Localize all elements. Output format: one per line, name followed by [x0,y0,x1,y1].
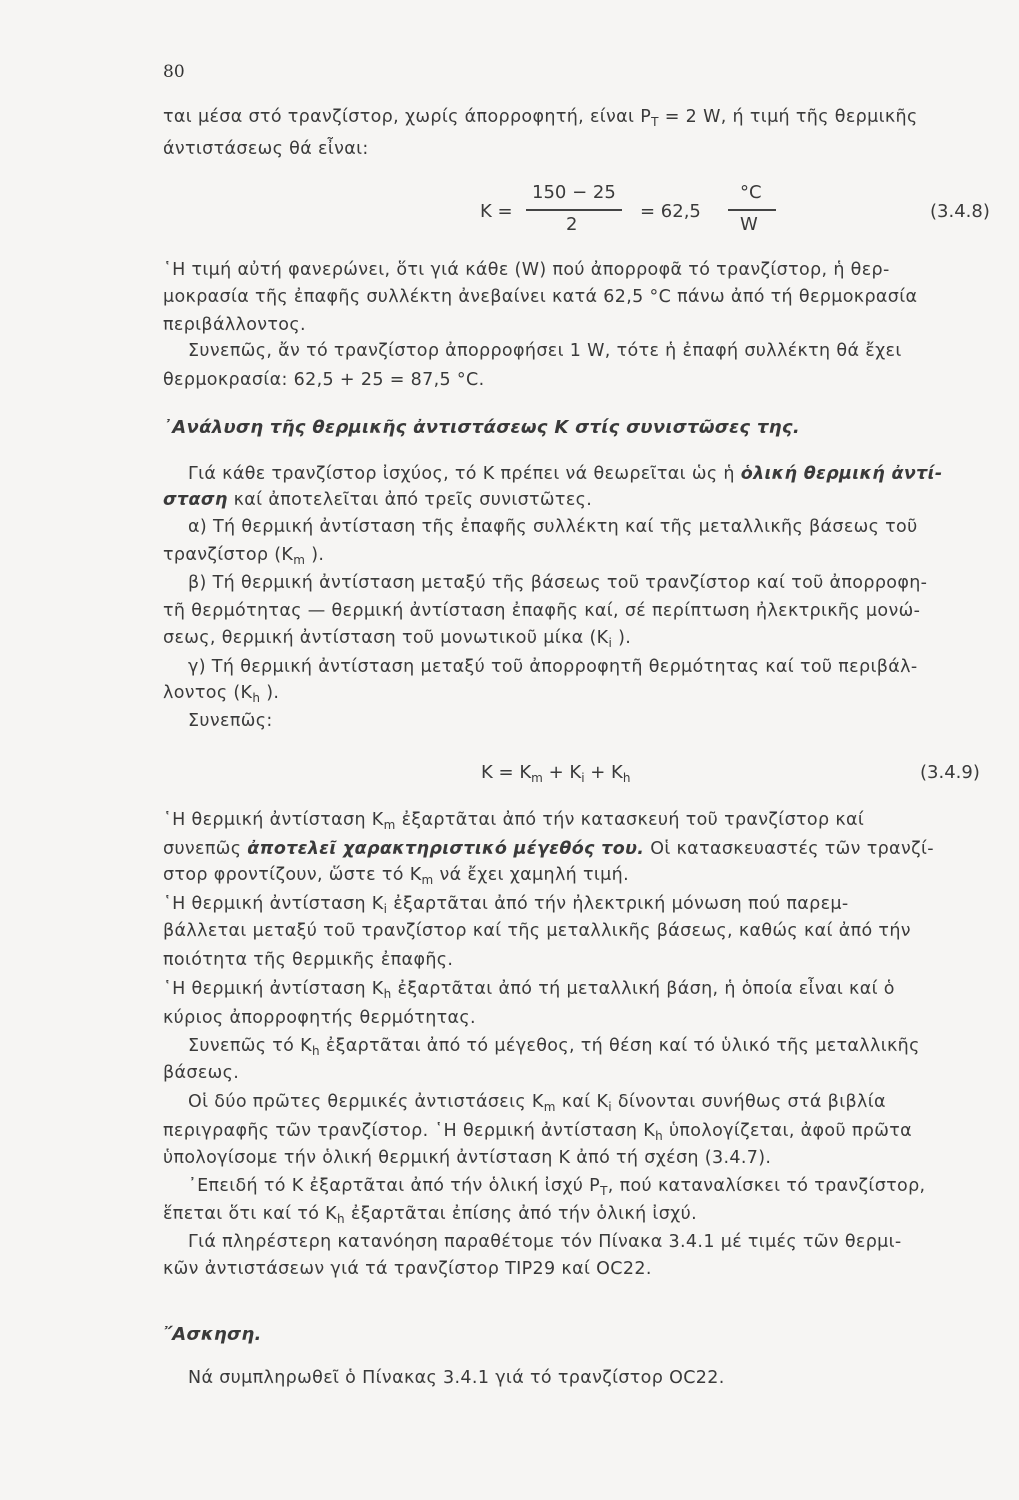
text-line: μοκρασία τῆς ἐπαφῆς συλλέκτη ἀνεβαίνει κατά 62,5 °C πάνω ἀπό τή θερμοκρασία [163,287,918,307]
text-line: ῾Η θερμική ἀντίσταση $K_m$ ἐξαρτᾶται ἀπό τήν κατασκευή τοῦ τρανζίστορ καί [163,810,865,832]
equation-number: (3.4.9) [920,762,980,783]
equation-number: (3.4.8) [930,201,990,222]
text-line: ται μέσα στό τρανζίστορ, χωρίς άπορροφητή, είναι $P_T = 2$ W, ή τιμή τῆς θερμικῆς [163,107,918,129]
text-line: Συνεπῶς: [188,711,273,731]
text-line: τρανζίστορ ($K_m$ ). [163,545,325,567]
text-line: περιβάλλοντος. [163,315,306,335]
text-line: ῾Η θερμική ἀντίσταση $K_i$ ἐξαρτᾶται ἀπό τήν ἠλεκτρική μόνωση πού παρεμ- [163,894,849,916]
exercise-text: Νά συμπληρωθεῖ ὁ Πίνακας 3.4.1 γιά τό τρανζίστορ OC22. [188,1368,725,1388]
section-heading: ᾿Ανάλυση τῆς θερμικῆς ἀντιστάσεως K στίς συνιστῶσες της. [163,417,800,438]
list-item: γ) Τή θερμική ἀντίσταση μεταξύ τοῦ ἀπορροφητῆ θερμότητας καί τοῦ περιβάλ- [188,657,918,677]
list-item: β) Τή θερμική ἀντίσταση μεταξύ τῆς βάσεως τοῦ τρανζίστορ καί τοῦ ἀπορροφη- [188,573,928,593]
text-line: σεως, θερμική ἀντίσταση τοῦ μονωτικοῦ μίκα ($K_i$ ). [163,628,632,650]
text-line: ἕπεται ὅτι καί τό $K_h$ ἐξαρτᾶται ἐπίσης ἀπό τήν ὁλική ἰσχύ. [163,1204,697,1226]
text-line: λοντος ($K_h$ ). [163,683,280,705]
text-line: Γιά κάθε τρανζίστορ ἰσχύος, τό K πρέπει νά θεωρεῖται ὡς ἡ ὁλική θερμική ἀντί- [188,464,943,484]
list-item: α) Τή θερμική ἀντίσταση τῆς ἐπαφῆς συλλέκτη καί τῆς μεταλλικῆς βάσεως τοῦ [188,517,918,537]
text-line: Γιά πληρέστερη κατανόηση παραθέτομε τόν Πίνακα 3.4.1 μέ τιμές τῶν θερμι- [188,1232,902,1252]
page-number: 80 [163,62,185,82]
text-line: ποιότητα τῆς θερμικῆς ἐπαφῆς. [163,950,454,970]
text-line: σταση καί ἀποτελεῖται ἀπό τρεῖς συνιστῶτες. [163,490,593,510]
text-line: Συνεπῶς, ἄν τό τρανζίστορ ἀπορροφήσει 1 W, τότε ἡ ἐπαφή συλλέκτη θά ἔχει [188,341,902,361]
text-line: ᾿Επειδή τό K ἐξαρτᾶται ἀπό τήν ὁλική ἰσχύ $P_T$, πού καταναλίσκει τό τρανζίστορ, [188,1176,926,1198]
text-line: βάσεως. [163,1063,240,1083]
text-line: ῾Η θερμική ἀντίσταση $K_h$ ἐξαρτᾶται ἀπό τή μεταλλική βάση, ἡ ὁποία εἶναι καί ὁ [163,979,895,1001]
text-line: τῆ θερμότητας — θερμική ἀντίσταση ἐπαφῆς καί, σέ περίπτωση ἠλεκτρικῆς μονώ- [163,601,921,621]
text-line: κῶν ἀντιστάσεων γιά τά τρανζίστορ TIP29 καί OC22. [163,1259,652,1279]
text-line: ὑπολογίσομε τήν ὁλική θερμική ἀντίσταση K ἀπό τή σχέση (3.4.7). [163,1148,772,1168]
text-line: στορ φροντίζουν, ὥστε τό $K_m$ νά ἔχει χαμηλή τιμή. [163,865,630,887]
text-line: θερμοκρασία: 62,5 + 25 = 87,5 °C. [163,370,485,390]
text-line: συνεπῶς ἀποτελεῖ χαρακτηριστικό μέγεθός του. Οἱ κατασκευαστές τῶν τρανζί- [163,839,934,859]
text-line: Συνεπῶς τό $K_h$ ἐξαρτᾶται ἀπό τό μέγεθος, τή θέση καί τό ὑλικό τῆς μεταλλικῆς [188,1036,920,1058]
text-line: Οἱ δύο πρῶτες θερμικές ἀντιστάσεις $K_m$ καί $K_i$ δίνονται συνήθως στά βιβλία [188,1092,886,1114]
text-line: περιγραφῆς τῶν τρανζίστορ. ῾Η θερμική ἀντίσταση $K_h$ ὑπολογίζεται, ἀφοῦ πρῶτα [163,1121,912,1143]
exercise-heading: ῎Ασκηση. [163,1324,262,1345]
text-line: άντιστάσεως θά εἶναι: [163,139,369,159]
text-line: κύριος ἀπορροφητής θερμότητας. [163,1008,476,1028]
text-line: βάλλεται μεταξύ τοῦ τρανζίστορ καί τῆς μεταλλικῆς βάσεως, καθώς καί ἀπό τήν [163,921,911,941]
text-line: ῾Η τιμή αὐτή φανερώνει, ὅτι γιά κάθε (W) πού ἀπορροφᾶ τό τρανζίστορ, ἡ θερ- [163,260,890,280]
